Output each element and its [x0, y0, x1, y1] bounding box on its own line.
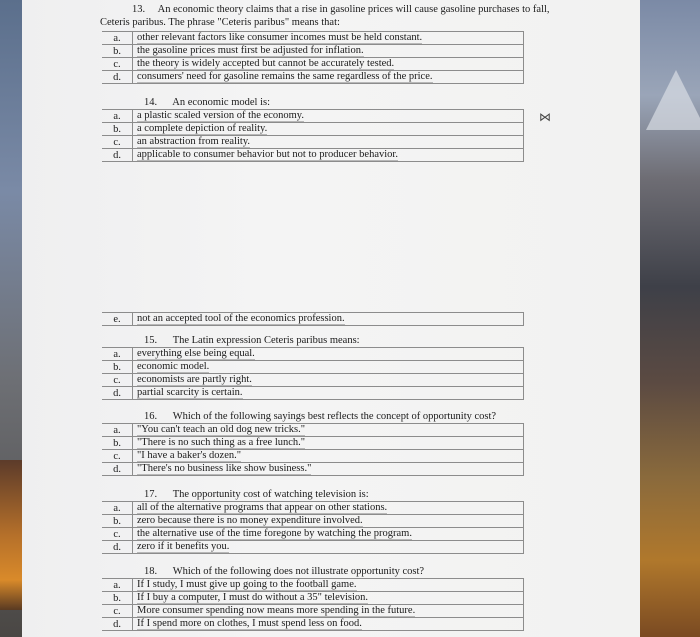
option-text: If I study, I must give up going to the football game. [137, 579, 357, 590]
option-text: an abstraction from reality. [137, 136, 251, 147]
options-table [102, 347, 524, 400]
option-text: a plastic scaled version of the economy. [137, 110, 304, 121]
option-row[interactable] [102, 387, 524, 400]
option-text: zero because there is no money expenditure involved. [137, 515, 363, 526]
option-letter: b. [102, 45, 133, 58]
option-row[interactable] [102, 32, 524, 45]
option-row[interactable] [102, 450, 524, 463]
option-letter: a. [102, 502, 133, 515]
options-table [102, 31, 524, 84]
options-table [102, 578, 524, 631]
option-text: other relevant factors like consumer incomes must be held constant. [137, 32, 423, 43]
option-letter: a. [102, 424, 133, 437]
background-left-glow [0, 460, 22, 610]
option-letter: c. [102, 58, 133, 71]
question-number: 14. [144, 97, 158, 108]
option-letter: b. [102, 123, 133, 136]
option-text: consumers' need for gasoline remains the same regardless of the price. [137, 71, 433, 82]
option-letter: a. [102, 348, 133, 361]
option-text: partial scarcity is certain. [137, 387, 243, 398]
question-number: 17. [144, 489, 158, 500]
option-text: the alternative use of the time foregone by watching the program. [137, 528, 412, 539]
question-number: 15. [144, 335, 158, 346]
option-text: not an accepted tool of the economics profession. [137, 313, 345, 324]
option-text: If I spend more on clothes, I must spend less on food. [137, 618, 362, 629]
option-text: a complete depiction of reality. [137, 123, 268, 134]
option-text: If I buy a computer, I must do without a 35" television. [137, 592, 369, 603]
option-letter: d. [102, 71, 133, 84]
option-letter: a. [102, 32, 133, 45]
question-stem: An economic theory claims that a rise in gasoline prices will cause gasoline purchases to fall, [157, 4, 550, 15]
question-stem: The Latin expression Ceteris paribus means: [172, 335, 360, 346]
option-text: "There's no business like show business." [137, 463, 312, 474]
option-letter: b. [102, 515, 133, 528]
question-stem: An economic model is: [172, 97, 270, 108]
option-letter: d. [102, 541, 133, 554]
option-row[interactable] [102, 71, 524, 84]
option-row[interactable] [102, 463, 524, 476]
question-stem: Which of the following sayings best reflects the concept of opportunity cost? [172, 411, 497, 422]
question-stem: The opportunity cost of watching television is: [172, 489, 369, 500]
option-letter: c. [102, 605, 133, 618]
option-letter: c. [102, 374, 133, 387]
option-row[interactable] [102, 45, 524, 58]
option-row[interactable] [102, 58, 524, 71]
option-row[interactable] [102, 313, 524, 326]
question-number: 13. [132, 4, 146, 15]
option-text: economists are partly right. [137, 374, 252, 385]
option-letter: d. [102, 387, 133, 400]
background-wallpaper [640, 0, 700, 637]
options-table [102, 312, 524, 326]
option-letter: c. [102, 450, 133, 463]
option-text: the theory is widely accepted but cannot be accurately tested. [137, 58, 395, 69]
options-table [102, 423, 524, 476]
option-letter: c. [102, 136, 133, 149]
option-text: More consumer spending now means more spending in the future. [137, 605, 416, 616]
option-row[interactable] [102, 123, 524, 136]
options-table [102, 501, 524, 554]
option-letter: b. [102, 592, 133, 605]
option-row[interactable] [102, 136, 524, 149]
option-row[interactable] [102, 541, 524, 554]
option-text: everything else being equal. [137, 348, 255, 359]
option-row[interactable] [102, 424, 524, 437]
option-row[interactable] [102, 605, 524, 618]
option-letter: a. [102, 110, 133, 123]
option-text: "I have a baker's dozen." [137, 450, 242, 461]
question-stem-line2: Ceteris paribus. The phrase "Ceteris paribus" means that: [100, 17, 340, 28]
option-letter: d. [102, 618, 133, 631]
question-number: 18. [144, 566, 158, 577]
option-letter: e. [102, 313, 133, 326]
option-row[interactable] [102, 515, 524, 528]
option-text: economic model. [137, 361, 210, 372]
option-row[interactable] [102, 348, 524, 361]
option-text: "You can't teach an old dog new tricks." [137, 424, 306, 435]
question-stem: Which of the following does not illustrate opportunity cost? [172, 566, 425, 577]
mountain-peak [646, 70, 700, 130]
option-row[interactable] [102, 437, 524, 450]
text-cursor-icon: ⋈ [539, 110, 551, 124]
option-row[interactable] [102, 528, 524, 541]
option-row[interactable] [102, 361, 524, 374]
option-letter: b. [102, 437, 133, 450]
option-text: "There is no such thing as a free lunch." [137, 437, 306, 448]
option-row[interactable] [102, 502, 524, 515]
option-letter: c. [102, 528, 133, 541]
option-row[interactable] [102, 110, 524, 123]
option-text: all of the alternative programs that appear on other stations. [137, 502, 388, 513]
option-letter: d. [102, 149, 133, 162]
option-row[interactable] [102, 149, 524, 162]
options-table [102, 109, 524, 162]
option-row[interactable] [102, 618, 524, 631]
question-number: 16. [144, 411, 158, 422]
option-text: the gasoline prices must first be adjusted for inflation. [137, 45, 364, 56]
option-text: zero if it benefits you. [137, 541, 230, 552]
question-sheet [22, 0, 640, 637]
option-row[interactable] [102, 374, 524, 387]
option-row[interactable] [102, 579, 524, 592]
option-row[interactable] [102, 592, 524, 605]
option-letter: b. [102, 361, 133, 374]
option-letter: a. [102, 579, 133, 592]
option-letter: d. [102, 463, 133, 476]
option-text: applicable to consumer behavior but not to producer behavior. [137, 149, 398, 160]
